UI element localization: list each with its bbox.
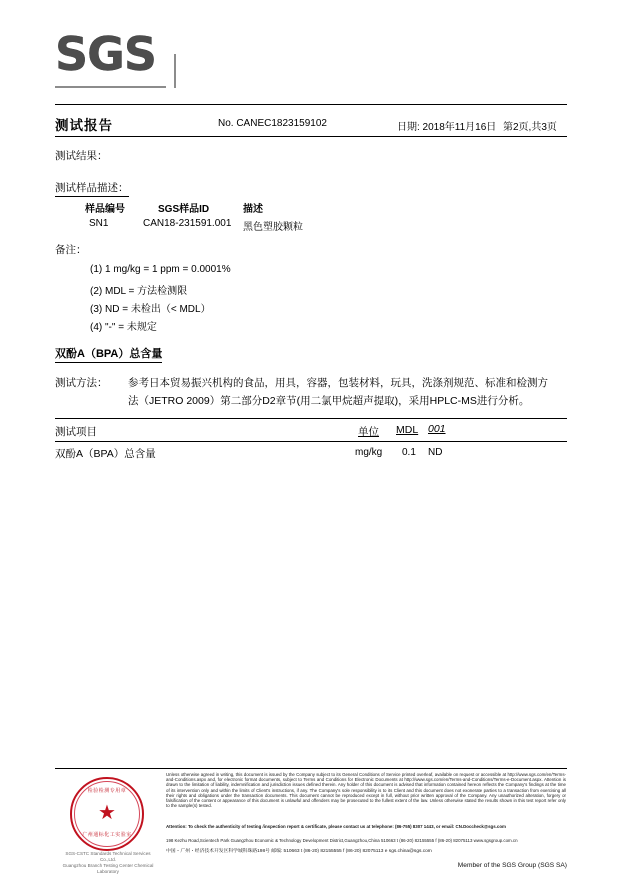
sgs-logo-text: SGS <box>55 27 157 81</box>
note-item: (1) 1 mg/kg = 1 ppm = 0.0001% <box>90 264 231 275</box>
page-title: 测试报告 <box>55 118 113 133</box>
authenticity-notice: Attention: To check the authenticity of testing /inspection report & certificate, please contact us at telephone: (86-755) 8307 1443, or email: CN.Doccheck@sgs.com <box>166 824 506 829</box>
sample-col-header-desc: 描述 <box>243 204 263 215</box>
header-rule-bottom <box>55 136 567 137</box>
sample-cell-desc: 黑色塑胶颗粒 <box>243 222 303 233</box>
stamp-arc-bottom-text: 广州通标化工实验室 <box>82 832 132 838</box>
address-english: 198 Kezhu Road,Scientech Park Guangzhou Economic & Technology Development District,Guangzhou,China 510663 t (86-20) 82155555 f (86-20) 82075113 www.sgsgroup.com.cn <box>166 838 518 843</box>
section-title-bpa: 双酚A（BPA）总含量 <box>55 345 162 363</box>
official-stamp <box>62 775 154 874</box>
result-table-rule-mid <box>55 441 567 442</box>
star-icon: ★ <box>98 802 116 824</box>
stamp-caption-line-1: SGS-CSTC Standards Technical Services Co.,Ltd. <box>65 851 151 862</box>
result-table-rule-top <box>55 418 567 419</box>
result-col-header-unit: 单位 <box>358 426 379 438</box>
note-item: (2) MDL = 方法检测限 <box>90 286 188 297</box>
test-method-label: 测试方法： <box>55 377 108 389</box>
result-cell-item: 双酚A（BPA）总含量 <box>55 448 156 460</box>
result-cell-mdl: 0.1 <box>402 447 416 458</box>
note-item: (4) "-" = 未规定 <box>90 322 157 333</box>
logo-vertical-bar <box>174 54 176 88</box>
sample-cell-id: CAN18-231591.001 <box>143 218 232 229</box>
result-cell-value: ND <box>428 447 443 458</box>
footer-rule <box>55 768 567 769</box>
sample-description-label: 测试样品描述： <box>55 180 129 197</box>
report-number: No. CANEC1823159102 <box>218 118 327 129</box>
address-chinese: 中国・广州・经济技术开发区科学城科珠路198号 邮编: 510663 t (86-20) 82155555 f (86-20) 82075113 e sgs.china@sgs.com <box>166 849 432 854</box>
sgs-logo <box>55 28 185 90</box>
note-item: (3) ND = 未检出（< MDL） <box>90 304 211 315</box>
report-date: 日期: 2018年11月16日 <box>397 122 497 133</box>
sample-col-header-no: 样品编号 <box>85 204 125 215</box>
logo-underline <box>55 86 166 88</box>
test-method-line-2: 法（JETRO 2009）第二部分D2章节(用二氯甲烷超声提取)，采用HPLC-MS进行分析。 <box>128 395 530 407</box>
stamp-caption-line-2: Guangzhou Branch Testing Center Chemical Laboratory <box>62 863 154 874</box>
notes-label: 备注： <box>55 244 87 256</box>
sample-cell-no: SN1 <box>89 218 109 229</box>
stamp-arc-top-text: 检验检测专用章 <box>87 788 127 794</box>
sample-col-header-id: SGS样品ID <box>158 204 210 215</box>
results-label: 测试结果： <box>55 150 108 162</box>
result-col-header-item: 测试项目 <box>55 426 97 438</box>
result-cell-unit: mg/kg <box>355 447 383 458</box>
page-indicator: 第2页,共3页 <box>503 122 557 133</box>
legal-disclaimer: Unless otherwise agreed in writing, this document is issued by the Company subject to its General Conditions of Service printed overleaf, available on request or accessible at http://www.sgs.com/en/Terms-and-Conditions.aspx and, for electronic format documents, subject to Terms and Conditions for Electronic Documents at http://www.sgs.com/en/Terms-and-Conditions/Terms-e-Document.aspx. Attention is drawn to the limitation of liability, indemnification and jurisdiction issues defined therein. Any holder of this document is advised that information contained hereon reflects the Company's findings at the time of its intervention only and within the limits of Client's instructions, if any. The Company's sole responsibility is to its Client and this document does not exonerate parties to a transaction from exercising all their rights and obligations under the transaction documents. This document cannot be reproduced except in full, without prior written approval of the Company. Any unauthorized alteration, forgery or falsification of the content or appearance of this document is unlawful and offenders may be prosecuted to the fullest extent of the law. Unless otherwise stated the results shown in this test report refer only to the sample(s) tested. <box>166 772 566 809</box>
result-col-header-mdl: MDL <box>396 424 419 436</box>
member-line: Member of the SGS Group (SGS SA) <box>457 862 567 869</box>
test-method-line-1: 参考日本贸易振兴机构的食品，用具，容器，包装材料，玩具，洗涤剂规范、标准和检测方 <box>128 377 548 389</box>
header-rule-top <box>55 104 567 105</box>
result-col-header-sample: 001 <box>428 423 446 435</box>
